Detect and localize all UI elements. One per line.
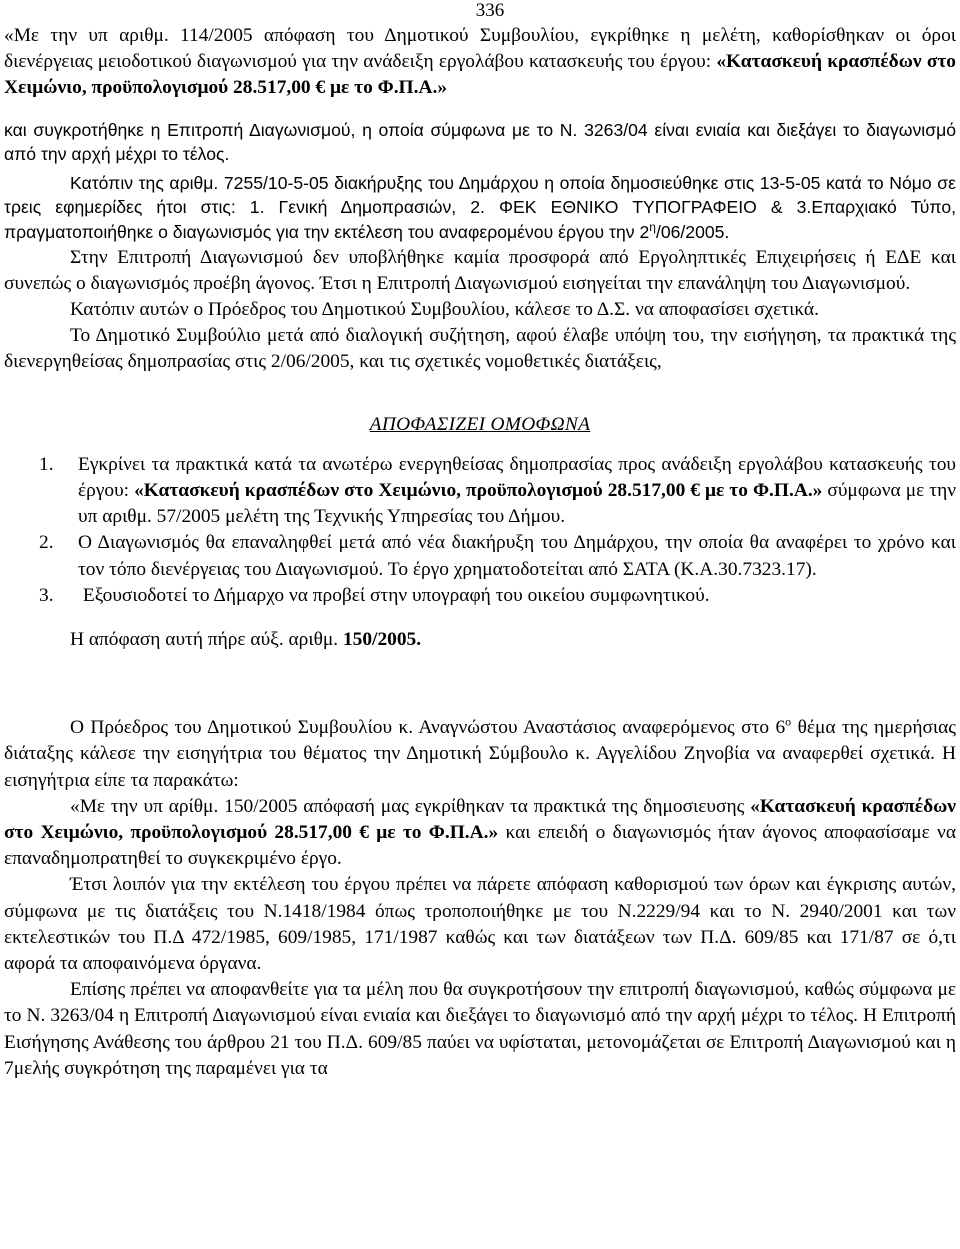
item-3-text: Εξουσιοδοτεί το Δήμαρχο να προβεί στην υπογραφή του οικείου συμφωνητικού. [78, 584, 710, 606]
item-number: 3. [39, 584, 54, 606]
second-p2-tail: και επειδή ο διαγωνισμός ήταν άγονος αποφασίσαμε να επαναδημοπρατηθεί το συγκεκριμένο έργο. [4, 822, 956, 870]
item-1-bold: «Κατασκευή κρασπέδων στο Χειμώνιο, προϋπολογισμού 28.517,00 € με το Φ.Π.Α.» [134, 480, 823, 501]
item-text [78, 452, 956, 531]
item-number: 1. [39, 453, 54, 475]
item-1-tail: σύμφωνα με την υπ αριθμ. 57/2005 μελέτη της Τεχνικής Υπηρεσίας του Δήμου. [78, 480, 956, 528]
decision-heading: ΑΠΟΦΑΣΙΖΕΙ ΟΜΟΦΩΝΑ [369, 413, 591, 435]
second-project-title-bold: «Κατασκευή κρασπέδων στο Χειμώνιο, προϋπολογισμού 28.517,00 € με το Φ.Π.Α.» [4, 795, 956, 844]
intro-paragraph-a [4, 23, 956, 102]
intro-paragraph-e: Κατόπιν αυτών ο Πρόεδρος του Δημοτικού Συμβουλίου, κάλεσε το Δ.Σ. να αποφασίσει σχετικά. [70, 298, 819, 320]
second-paragraph-3: Έτσι λοιπόν για την εκτέλεση του έργου πρέπει να πάρετε απόφαση καθορισμού των όρων και έγκρισης αυτών, σύμφωνα με τις διατάξεις του Ν.1418/1984 όπως τροποποιήθηκε με του Ν.2229/94 και το Ν. 2940/2001 και των εκτελεστικών του Π.Δ 472/1985, 609/1985, 171/1987 καθώς και των διατάξεων των Π.Δ. 609/85 και 171/87 σε ό,τι αφορά τα αποφαινόμενα όργανα. [4, 874, 956, 975]
project-title-bold: «Κατασκευή κρασπέδων στο Χειμώνιο, προϋπολογισμού 28.517,00 € με το Φ.Π.Α.» [4, 51, 956, 99]
intro-paragraph-d: Στην Επιτροπή Διαγωνισμού δεν υποβλήθηκε καμία προσφορά από Εργοληπτικές Επιχειρήσεις ή ΕΔΕ και συνεπώς ο διαγωνισμός προέβη άγονος. Έτσι η Επιτροπή Διαγωνισμού εισηγείται την επανάληψη του Διαγωνισμού. [4, 246, 956, 294]
intro-paragraph-f: Το Δημοτικό Συμβούλιο μετά από διαλογική συζήτηση, αφού έλαβε υπόψη του, την εισήγηση, τα πρακτικά της διενεργηθείσας δημοπρασίας στις 2/06/2005, και τις σχετικές νομοθετικές διατάξεις, [4, 325, 956, 373]
body-text [4, 23, 956, 1082]
item-1-lead: Εγκρίνει τα πρακτικά κατά τα ανωτέρω ενεργηθείσας δημοπρασίας προς ανάδειξη εργολάβου κατασκευής του έργου: [78, 453, 956, 501]
intro-paragraph-b: και συγκροτήθηκε η Επιτροπή Διαγωνισμού, η οποία σύμφωνα με το Ν. 3263/04 είναι ενιαία και διεξάγει το διαγωνισμό από την αρχή μέχρι το τέλος. [4, 119, 956, 165]
ordinal-superscript: η [649, 220, 656, 235]
intro-a-lead: «Με την υπ αριθμ. 114/2005 απόφαση του Δημοτικού Συμβουλίου, εγκρίθηκε η μελέτη, καθορίσθηκαν οι όροι διενέργειας μειοδοτικού διαγωνισμού για την ανάδειξη εργολάβου κατασκευής του έργου: [4, 25, 956, 73]
second-p2-lead: «Με την υπ αρίθμ. 150/2005 απόφασή μας εγκρίθηκαν τα πρακτικά της δημοσιευσης [70, 795, 745, 817]
decision-item-3 [4, 583, 956, 609]
decision-item-1 [4, 452, 956, 531]
intro-c-tail: /06/2005. [655, 221, 730, 242]
page-number: 336 [475, 0, 505, 21]
decision-item-2 [4, 530, 956, 582]
decision-number-lead: Η απόφαση αυτή πήρε αύξ. αριθμ. [70, 629, 343, 651]
decision-number-line [4, 627, 956, 653]
item-2-text: Ο Διαγωνισμός θα επαναληφθεί μετά από νέα διακήρυξη του Δημάρχου, την οποία θα αναφέρει το χρόνο και τον τόπο διενέργειας του Διαγωνισμού. Το έργο χρηματοδοτείται από ΣΑΤΑ (Κ.Α.30.7323.17). [78, 532, 956, 580]
intro-c-text: Κατόπιν της αριθμ. 7255/10-5-05 διακήρυξης του Δημάρχου η οποία δημοσιεύθηκε στις 13-5-05 κατά το Νόμο σε τρεις εφημερίδες ήτοι στις: 1. Γενική Δημοπρασιών, 2. ΦΕΚ ΕΘΝΙΚΟ ΤΥΠΟΓΡΑΦΕΙΟ & 3.Επαρχιακό Τύπο, πραγματοποιήθηκε ο διαγωνισμός για την εκτέλεση του αναφερομένου έργου την 2 [4, 172, 956, 242]
second-p1-tail: θέμα της ημερήσιας διάταξης κάλεσε την εισηγήτρια του θέματος την Δημοτική Σύμβουλο κ. Αγγελίδου Ζηνοβία να αναφερθεί σχετικά. Η εισηγήτρια είπε τα παρακάτω: [4, 717, 956, 791]
item-number: 2. [39, 532, 54, 554]
second-paragraph-2 [4, 794, 956, 873]
second-paragraph-4: Επίσης πρέπει να αποφανθείτε για τα μέλη που θα συγκροτήσουν την επιτροπή διαγωνισμού, καθώς σύμφωνα με το Ν. 3263/04 η Επιτροπή Διαγωνισμού είναι ενιαία και διεξάγει το διαγωνισμό από την αρχή μέχρι το τέλος. Η Επιτροπή Εισήγησης Ανάθεσης του άρθρου 21 του Π.Δ. 609/85 παύει να υφίσταται, μετονομάζεται σε Επιτροπή Διαγωνισμού και η 7μελής συγκρότηση της παραμένει για τα [4, 979, 956, 1079]
second-p1-lead: Ο Πρόεδρος του Δημοτικού Συμβουλίου κ. Αναγνώστου Αναστάσιος αναφερόμενος στο 6 [70, 717, 786, 739]
decision-number-value: 150/2005. [342, 629, 422, 651]
second-paragraph-1 [4, 715, 956, 794]
intro-paragraph-c [4, 171, 956, 245]
ordinal-superscript: ο [785, 714, 792, 729]
